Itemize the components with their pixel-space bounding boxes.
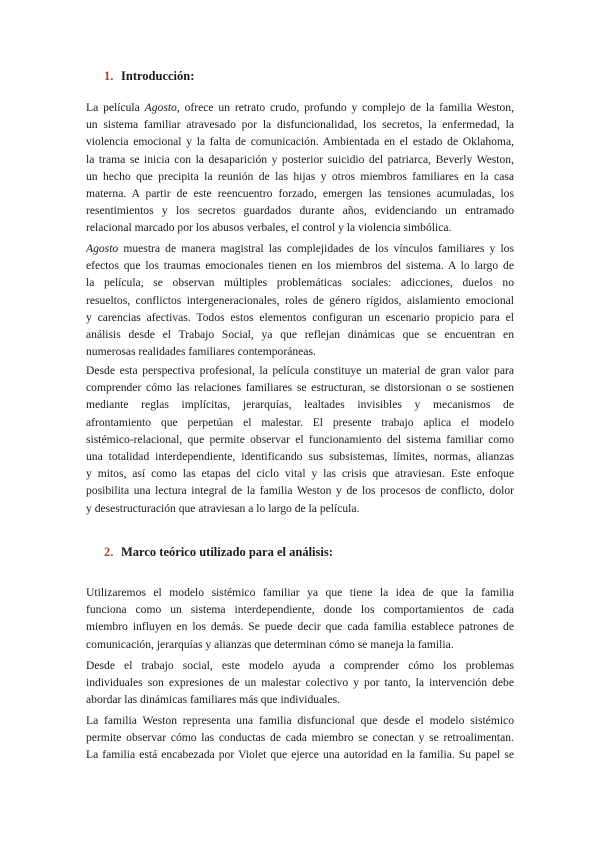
paragraph-line: individuales son expresiones de un malestar colectivo y por tanto, la intervención debe	[86, 676, 514, 690]
paragraph-line: comprender cómo las relaciones familiares se estructuran, se distorsionan o se sostienen	[86, 381, 514, 395]
paragraph	[86, 657, 514, 709]
paragraph-line: La película Agosto, ofrece un retrato crudo, profundo y complejo de la familia Weston,	[86, 101, 514, 114]
paragraph-line: miembro influyen en los demás. Se puede decir que cada familia establece patrones de	[86, 620, 514, 634]
paragraph-line: mediante reglas implícitas, jerarquías, lealtades invisibles y mecanismos de	[86, 398, 514, 412]
paragraph-line: análisis desde el Trabajo Social, ya que reflejan dinámicas que se encuentran en	[86, 327, 514, 341]
paragraph-line: una totalidad interdependiente, identificando sus subsistemas, límites, normas, alianzas	[86, 449, 514, 463]
paragraph-line: efectos que los traumas emocionales tienen en los miembros del sistema. A lo largo de	[86, 259, 514, 273]
paragraph-line: funciona como un sistema interdependiente, donde los comportamientos de cada	[86, 603, 514, 617]
paragraph-line: Desde el trabajo social, este modelo ayuda a comprender cómo los problemas	[86, 659, 514, 672]
paragraph-line: materna. A partir de este reencuentro forzado, emergen las tensiones acumuladas, los	[86, 186, 514, 200]
paragraph-line: La familia está encabezada por Violet que ejerce una autoridad en la familia. Su papel se	[86, 748, 514, 762]
paragraph	[86, 362, 514, 517]
paragraph-line: numerosas realidades familiares contemporáneas.	[86, 345, 316, 359]
paragraph-line: un hecho que precipita la reunión de las hijas y otros miembros familiares en la casa	[86, 169, 514, 183]
paragraph-line: violencia emocional y la falta de comunicación. Ambientada en el estado de Oklahoma,	[86, 135, 514, 149]
paragraph-line: Desde esta perspectiva profesional, la película constituye un material de gran valor para	[86, 364, 514, 377]
paragraph-line: comunicación, jerarquías y alianzas que determinan cómo se maneja la familia.	[86, 637, 454, 651]
section-heading-introduccion	[104, 68, 194, 84]
paragraph-line: afrontamiento que perpetúan el malestar. El presente trabajo aplica el modelo	[86, 415, 514, 429]
paragraph-line: un sistema familiar atravesado por la disfuncionalidad, los secretos, la enfermedad, la	[86, 118, 514, 132]
paragraph-line: relacional marcado por los abusos verbales, el control y la violencia simbólica.	[86, 221, 452, 235]
paragraph-line: abordar las dinámicas familiares más que individuales.	[86, 693, 341, 707]
paragraph-line: La familia Weston representa una familia disfuncional que desde el modelo sistémico	[86, 714, 514, 727]
paragraph-line: y desestructuración que atraviesan a lo largo de la película.	[86, 501, 360, 515]
paragraph	[86, 712, 514, 764]
section-number: 2.	[104, 545, 114, 559]
paragraph-line: Agosto muestra de manera magistral las complejidades de los vínculos familiares y los	[86, 242, 514, 255]
paragraph-line: y carencias afectivas. Todos estos elementos configuran un escenario propicio para el	[86, 310, 514, 324]
paragraph-line: Utilizaremos el modelo sistémico familiar ya que tiene la idea de que la familia	[86, 586, 514, 599]
paragraph	[86, 240, 514, 360]
section-title: Introducción:	[121, 69, 195, 83]
film-title: Agosto	[144, 101, 177, 114]
section-title: Marco teórico utilizado para el análisis:	[121, 545, 333, 559]
paragraph-line: resentimientos y los secretos guardados durante años, evidenciando un entramado	[86, 204, 514, 218]
paragraph-line: sistémico-relacional, que permite observar el funcionamiento del sistema familiar como	[86, 432, 514, 446]
paragraph	[86, 584, 514, 653]
section-number: 1.	[104, 69, 114, 83]
paragraph	[86, 99, 514, 237]
paragraph-line: posibilita una lectura integral de la familia Weston y de los procesos de conflicto, dolor	[86, 484, 514, 498]
film-title: Agosto	[86, 242, 119, 255]
paragraph-line: resueltos, conflictos intergeneracionales, roles de género rígidos, aislamiento emocional	[86, 293, 514, 307]
paragraph-line: la trama se inicia con la desaparición y posterior suicidio del patriarca, Beverly Weston,	[86, 152, 514, 166]
paragraph-line: permite observar cómo las conductas de cada miembro se conectan y se retroalimentan.	[86, 731, 514, 745]
paragraph-line: la película, se observan múltiples problemáticas sociales: adicciones, duelos no	[86, 276, 514, 290]
paragraph-line: y mitos, así como las etapas del ciclo vital y las crisis que atraviesan. Este enfoque	[86, 467, 514, 481]
section-heading-marco-teorico	[104, 544, 333, 560]
